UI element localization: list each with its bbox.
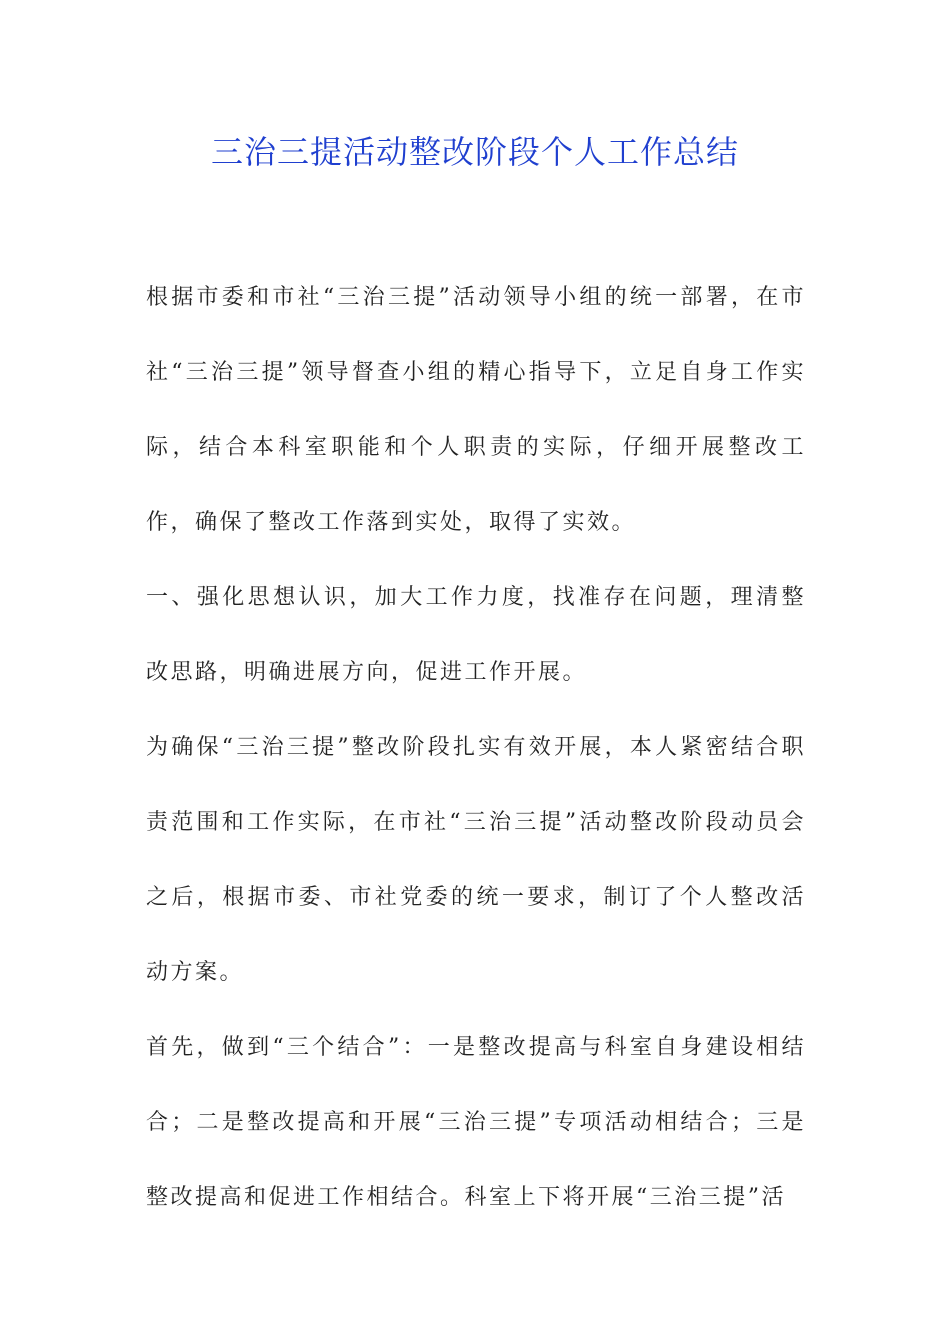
paragraph-section-one-heading: 一、强化思想认识，加大工作力度，找准存在问题，理清整改思路，明确进展方向，促进工作开展。 [146,585,806,685]
paragraph-three-combinations: 首先，做到“三个结合”：一是整改提高与科室自身建设相结合；二是整改提高和开展“三治三提”专项活动相结合；三是整改提高和促进工作相结合。科室上下将开展“三治三提”活 [146,1035,806,1210]
paragraph-intro: 根据市委和市社“三治三提”活动领导小组的统一部署，在市社“三治三提”领导督查小组的精心指导下，立足自身工作实际，结合本科室职能和个人职责的实际，仔细开展整改工作，确保了整改工作落到实处，取得了实效。 [146,285,806,535]
document-body [146,260,806,1235]
document-title: 三治三提活动整改阶段个人工作总结 [210,133,739,171]
paragraph-plan: 为确保“三治三提”整改阶段扎实有效开展，本人紧密结合职责范围和工作实际，在市社“三治三提”活动整改阶段动员会之后，根据市委、市社党委的统一要求，制订了个人整改活动方案。 [146,735,806,985]
